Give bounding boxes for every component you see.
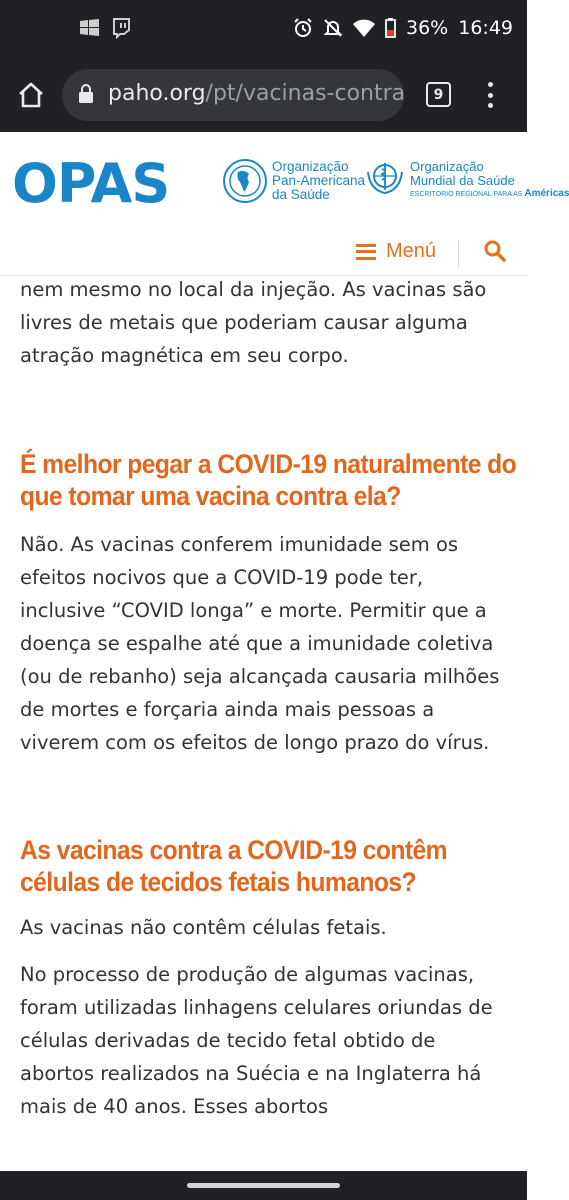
browser-toolbar [0,58,527,132]
who-emblem-icon [364,160,406,196]
notifications-muted-icon [323,18,343,38]
battery-percent: 36% [406,17,449,39]
home-icon [17,82,45,108]
browser-menu-button[interactable] [480,80,500,110]
url-domain: paho.org [108,81,206,106]
intro-paragraph: nem mesmo no local da injeção. As vacinas são livres de metais que poderiam causar alguma atração magnética em seu corpo. [20,278,487,367]
opas-logo[interactable]: OPAS [12,152,170,215]
url-path: /pt/vacinas-contra [205,81,406,106]
section2-body1: As vacinas não contêm células fetais. [20,916,387,939]
search-icon[interactable] [483,239,507,263]
section1-body: Não. As vacinas conferem imunidade sem os efeitos nocivos que a COVID-19 pode ter, inclusive “COVID longa” e morte. Permitir que a doença se espalhe até que a imunidade coletiva (ou de rebanho) seja alcançada causaria milhões de mortes e forçaria ainda mais pessoas a viverem com os efeitos de longo prazo do vírus. [20,533,500,754]
site-header [0,132,569,276]
section2-heading: As vacinas contra a COVID-19 contêm células de tecidos fetais humanos? [20,835,447,897]
article-content [20,276,517,1171]
tab-count: 9 [433,86,444,103]
tab-switcher-button[interactable] [426,82,451,107]
section1-heading: É melhor pegar a COVID-19 naturalmente do que tomar uma vacina contra ela? [20,449,517,511]
alarm-icon [293,18,313,38]
hamburger-icon [356,244,376,260]
clock: 16:49 [458,17,513,39]
address-bar[interactable] [62,69,404,121]
menu-button[interactable] [356,240,436,263]
home-gesture-pill[interactable] [187,1183,340,1188]
who-name: Organização Mundial da Saúde ESCRITÓRIO REGIONAL PARA AS Américas [410,159,569,199]
twitch-notification-icon [112,18,130,38]
paho-globe-emblem-icon [222,158,268,204]
windows-notification-icon [80,19,100,37]
home-button[interactable] [14,78,48,112]
paho-name: Organização Pan-Americana da Saúde [272,159,366,202]
lock-icon [78,84,94,104]
header-divider [458,240,459,268]
navigation-bar [0,1171,527,1200]
battery-icon [385,18,396,38]
menu-label: Menú [386,240,437,262]
wifi-icon [353,19,375,37]
url-text [108,81,405,106]
section2-body2: No processo de produção de algumas vacinas, foram utilizadas linhagens celulares oriundas de células derivadas de tecido fetal obtido de abortos realizados na Suécia e na Inglaterra há mais de 40 anos. Esses abortos [20,963,493,1118]
status-bar [0,0,527,58]
